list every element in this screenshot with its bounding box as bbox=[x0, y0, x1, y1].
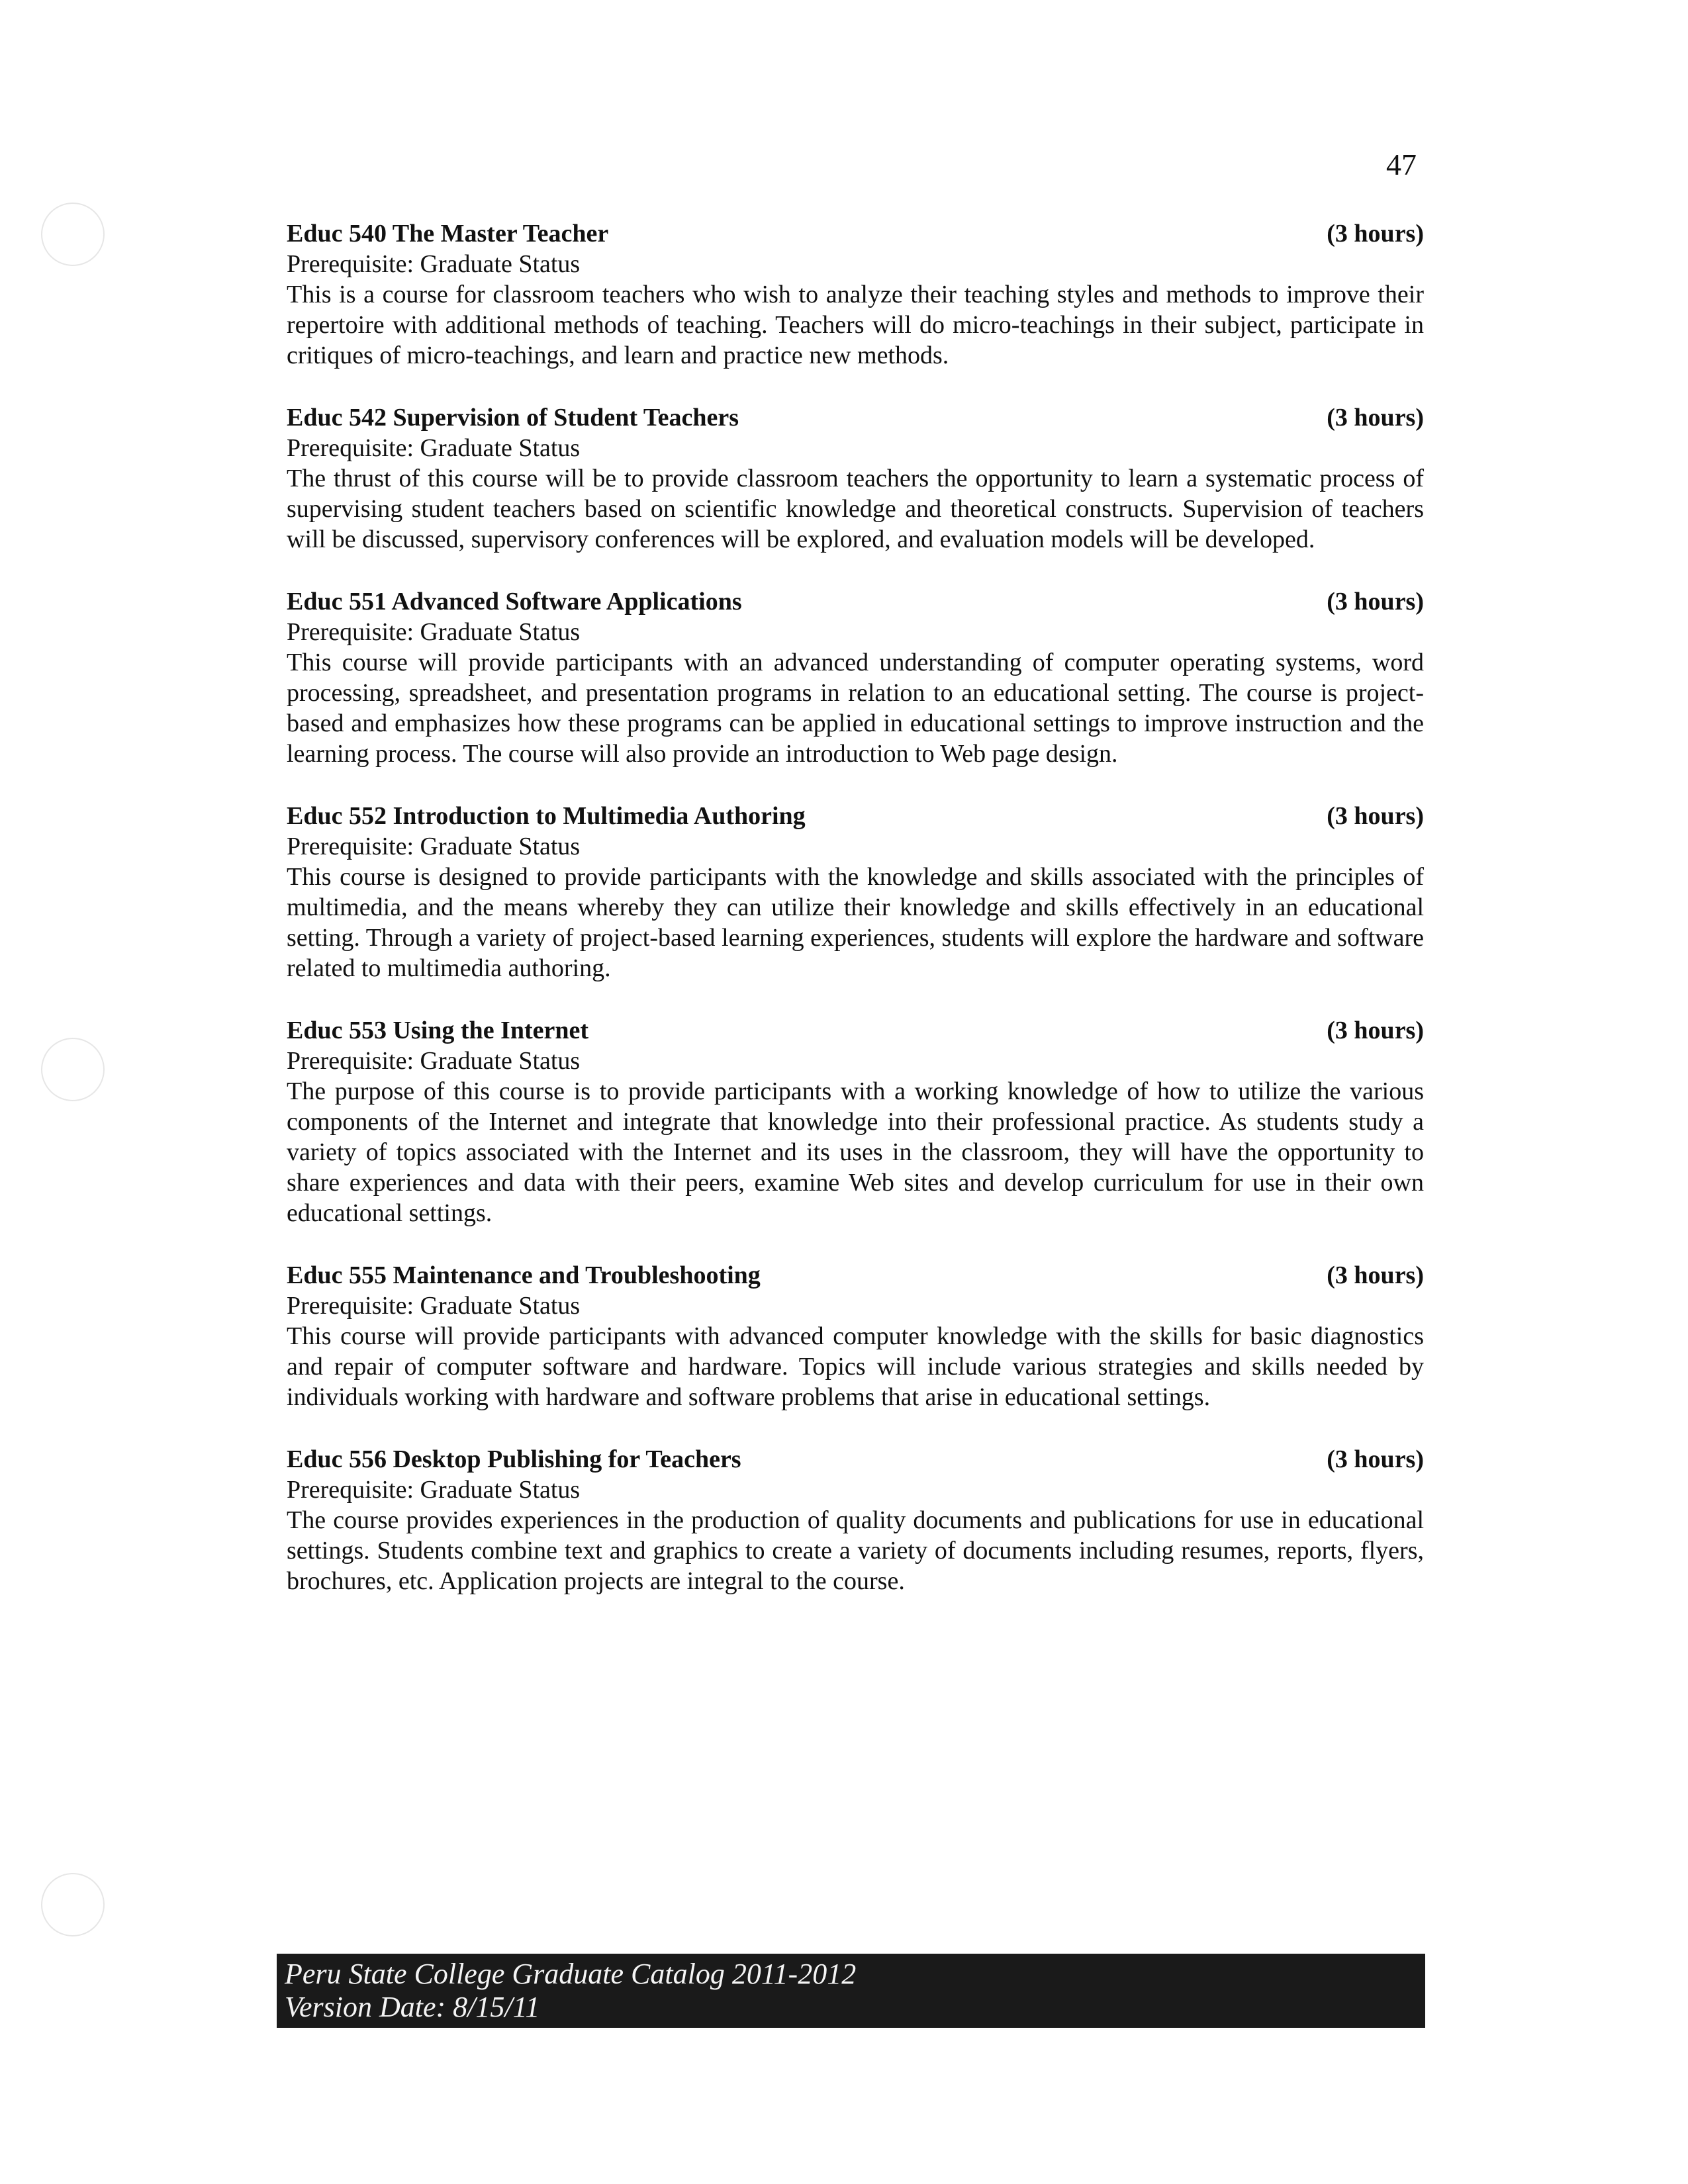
course-header bbox=[287, 801, 1424, 831]
course-title: Educ 542 Supervision of Student Teachers bbox=[287, 404, 739, 432]
course-description: The course provides experiences in the production of quality documents and publications for use in educational settings. Students combine text and graphics to create a variety of documents including resumes, reports, flyers, brochures, etc. Application projects are integral to the course. bbox=[287, 1506, 1424, 1595]
course-hours: (3 hours) bbox=[1327, 588, 1424, 615]
course-prerequisite: Prerequisite: Graduate Status bbox=[287, 1047, 581, 1075]
course-entry bbox=[287, 218, 1424, 371]
course-hours: (3 hours) bbox=[1327, 1017, 1424, 1044]
course-title: Educ 556 Desktop Publishing for Teachers bbox=[287, 1445, 741, 1473]
course-header bbox=[287, 402, 1424, 433]
catalog-title: Peru State College Graduate Catalog 2011-2012 bbox=[285, 1958, 857, 1990]
course-title: Educ 540 The Master Teacher bbox=[287, 220, 609, 248]
course-hours: (3 hours) bbox=[1327, 1445, 1424, 1473]
course-entry bbox=[287, 1444, 1424, 1596]
version-date: Version Date: 8/15/11 bbox=[285, 1991, 540, 2023]
binder-hole bbox=[41, 1873, 105, 1936]
course-header bbox=[287, 586, 1424, 617]
course-description: This course is designed to provide participants with the knowledge and skills associated with the principles of multimedia, and the means whereby they can utilize their knowledge and skills effectively in an educational setting. Through a variety of project-based learning experiences, students will explore the hardware and software related to multimedia authoring. bbox=[287, 863, 1424, 982]
binder-hole bbox=[41, 1038, 105, 1101]
course-entry bbox=[287, 402, 1424, 555]
course-prerequisite: Prerequisite: Graduate Status bbox=[287, 1476, 581, 1504]
course-header bbox=[287, 1260, 1424, 1291]
course-title: Educ 551 Advanced Software Applications bbox=[287, 588, 742, 615]
course-title: Educ 553 Using the Internet bbox=[287, 1017, 589, 1044]
course-hours: (3 hours) bbox=[1327, 220, 1424, 248]
course-prerequisite: Prerequisite: Graduate Status bbox=[287, 618, 581, 646]
course-entry bbox=[287, 801, 1424, 983]
course-description: The thrust of this course will be to provide classroom teachers the opportunity to learn a systematic process of supervising student teachers based on scientific knowledge and theoretical constructs. Supervision of teachers will be discussed, supervisory conferences will be explored, and evaluation models will be developed. bbox=[287, 465, 1424, 553]
course-description: This course will provide participants with advanced computer knowledge with the skills for basic diagnostics and repair of computer software and hardware. Topics will include various strategies and skills needed by individuals working with hardware and software problems that arise in educational settings. bbox=[287, 1322, 1424, 1411]
catalog-footer-banner bbox=[277, 1954, 1425, 2028]
course-description: This is a course for classroom teachers who wish to analyze their teaching styles and methods to improve their repertoire with additional methods of teaching. Teachers will do micro-teachings in their subject, participate in critiques of micro-teachings, and learn and practice new methods. bbox=[287, 281, 1424, 369]
binder-hole bbox=[41, 203, 105, 266]
page-number: 47 bbox=[1386, 148, 1417, 181]
course-entry bbox=[287, 1015, 1424, 1228]
course-header bbox=[287, 1015, 1424, 1046]
course-prerequisite: Prerequisite: Graduate Status bbox=[287, 833, 581, 860]
course-prerequisite: Prerequisite: Graduate Status bbox=[287, 1292, 581, 1320]
course-hours: (3 hours) bbox=[1327, 802, 1424, 830]
course-prerequisite: Prerequisite: Graduate Status bbox=[287, 434, 581, 462]
course-header bbox=[287, 218, 1424, 249]
course-prerequisite: Prerequisite: Graduate Status bbox=[287, 250, 581, 278]
course-hours: (3 hours) bbox=[1327, 1261, 1424, 1289]
course-hours: (3 hours) bbox=[1327, 404, 1424, 432]
course-list bbox=[287, 218, 1424, 1628]
course-description: The purpose of this course is to provide participants with a working knowledge of how to utilize the various components of the Internet and integrate that knowledge into their professional practice. As students study a variety of topics associated with the Internet and its uses in the classroom, they will have the opportunity to share experiences and data with their peers, examine Web sites and develop curriculum for use in their own educational settings. bbox=[287, 1077, 1424, 1227]
course-description: This course will provide participants with an advanced understanding of computer operating systems, word processing, spreadsheet, and presentation programs in relation to an educational setting. The course is project-based and emphasizes how these programs can be applied in educational settings to improve instruction and the learning process. The course will also provide an introduction to Web page design. bbox=[287, 649, 1424, 768]
course-title: Educ 555 Maintenance and Troubleshooting bbox=[287, 1261, 761, 1289]
course-entry bbox=[287, 586, 1424, 769]
course-header bbox=[287, 1444, 1424, 1475]
course-title: Educ 552 Introduction to Multimedia Authoring bbox=[287, 802, 806, 830]
course-entry bbox=[287, 1260, 1424, 1412]
